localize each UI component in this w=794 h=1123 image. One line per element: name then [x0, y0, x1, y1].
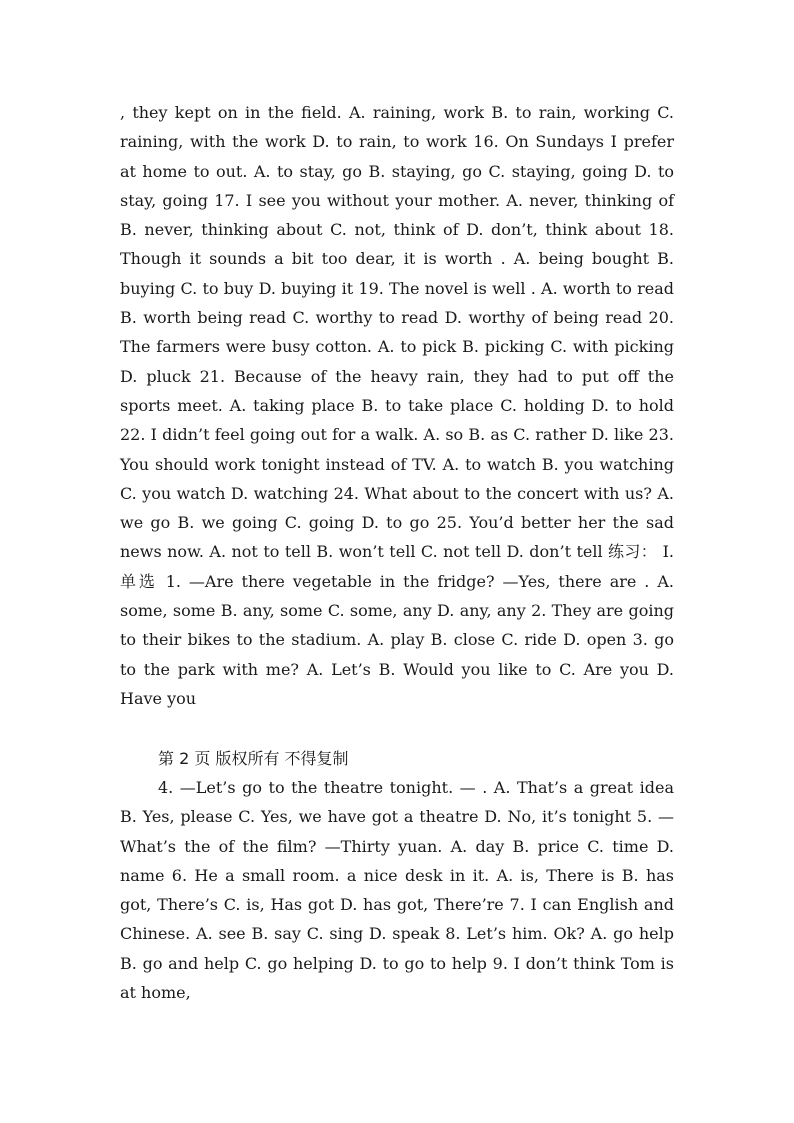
page-footer: 第 2 页 版权所有 不得复制 [158, 749, 349, 768]
exercise-paragraph-2: 4. —Let’s go to the theatre tonight. — . A. That’s a great idea B. Yes, please C. Yes, we have got a theatre D. No, it’s tonight 5. — What’s the of the film? —Thirty yuan. A. day B. price C. time D. name 6. He a small room. a nice desk in it. A. is, There is B. has got, There’s C. is, Has got D. has got, There’re 7. I can English and Chinese. A. see B. say C. sing D. speak 8. Let’s him. Ok? A. go help B. go and help C. go helping D. to go to help 9. I don’t think Tom is at home, [120, 778, 674, 1003]
exercise-paragraph-1: , they kept on in the field. A. raining, work B. to rain, working C. raining, with the work D. to rain, to work 16. On Sundays I prefer at home to out. A. to stay, go B. staying, go C. staying, going D. to stay, going 17. I see you without your mother. A. never, thinking of B. never, thinking about C. not, think of D. don’t, think about 18. Though it sounds a bit too dear, it is worth . A. being bought B. buying C. to buy D. buying it 19. The novel is well . A. worth to read B. worth being read C. worthy to read D. worthy of being read 20. The farmers were busy cotton. A. to pick B. picking C. with picking D. pluck 21. Because of the heavy rain, they had to put off the sports meet. A. taking place B. to take place C. holding D. to hold 22. I didn’t feel going out for a walk. A. so B. as C. rather D. like 23. You should work tonight instead of TV. A. to watch B. you watching C. you watch D. watching 24. What about to the concert with us? A. we go B. we going C. going D. to go 25. You’d better her the sad news now. A. not to tell B. won’t tell C. not tell D. don’t tell 练习： I. 单选 1. —Are there vegetable in the fridge? —Yes, there are . A. some, some B. any, some C. some, any D. any, any 2. They are going to their bikes to the stadium. A. play B. close C. ride D. open 3. go to the park with me? A. Let’s B. Would you like to C. Are you D. Have you [120, 103, 674, 708]
